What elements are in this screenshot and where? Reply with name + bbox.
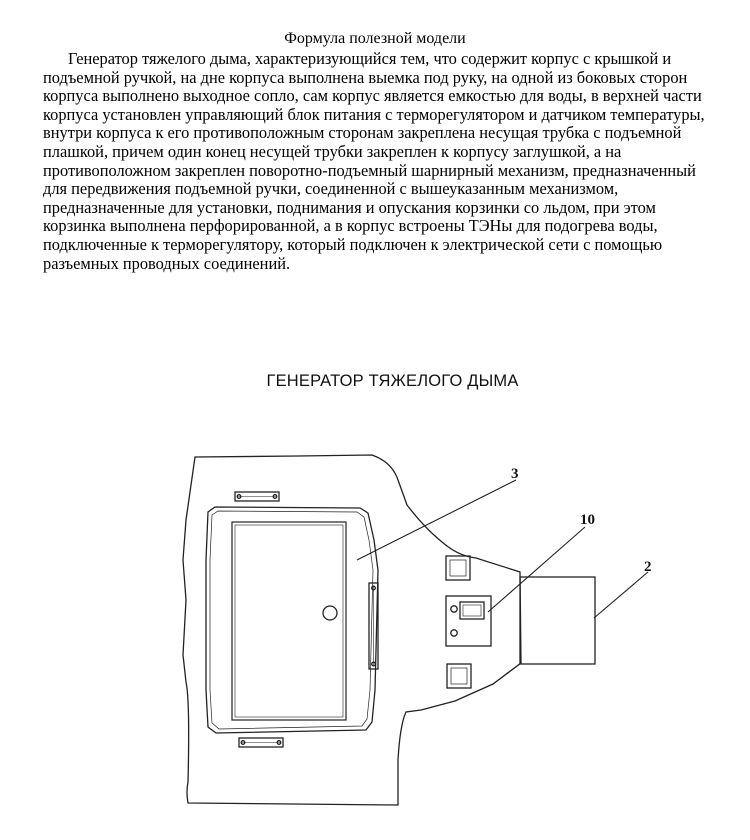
water-tank-panel: [232, 522, 346, 720]
ref-label-2: 2: [644, 559, 652, 575]
indicator-light-bottom: [451, 630, 457, 636]
document-heading: Формула полезной модели: [284, 30, 466, 47]
leader-line-2: [594, 572, 648, 618]
lower-control-button: [447, 664, 471, 688]
outlet-nozzle: [520, 577, 595, 664]
upper-control-button: [446, 556, 470, 580]
claim-text: Генератор тяжелого дыма, характеризующийся тем, что содержит корпус с крышкой и подъемной ручкой, на дне корпуса выполнена выемка под руку, на одной из боковых сторон корпуса выполнено выходное сопло, сам корпус является емкостью для воды, в верхней части корпуса установлен управляющий блок питания с терморегулятором и датчиком температуры, внутри корпуса к его противоположным сторонам закреплена несущая трубка с подъемной плашкой, причем один конец несущей трубки закреплен к корпусу заглушкой, а на противоположном закреплен поворотно-подъемный шарнирный механизм, предназначенный для передвижения подъемной ручки, соединенной с вышеуказанным механизмом, предназначенные для установки, поднимания и опускания корзинки со льдом, при этом корзинка выполнена перфорированной, а в корпус встроены ТЭНы для подогрева воды, подключенные к терморегулятору, который подключен к электрической сети с помощью разъемных проводных соединений.: [43, 49, 705, 273]
lid-knob: [323, 606, 337, 620]
leader-line-10: [488, 527, 585, 612]
lid-frame-inner: [210, 511, 373, 729]
leader-line-3: [357, 480, 516, 560]
thermostat-display: [460, 602, 484, 619]
figure-title: ГЕНЕРАТОР ТЯЖЕЛОГО ДЫМА: [266, 371, 519, 390]
ref-label-10: 10: [580, 512, 595, 528]
indicator-light-top: [451, 606, 457, 612]
ref-label-3: 3: [511, 466, 519, 482]
